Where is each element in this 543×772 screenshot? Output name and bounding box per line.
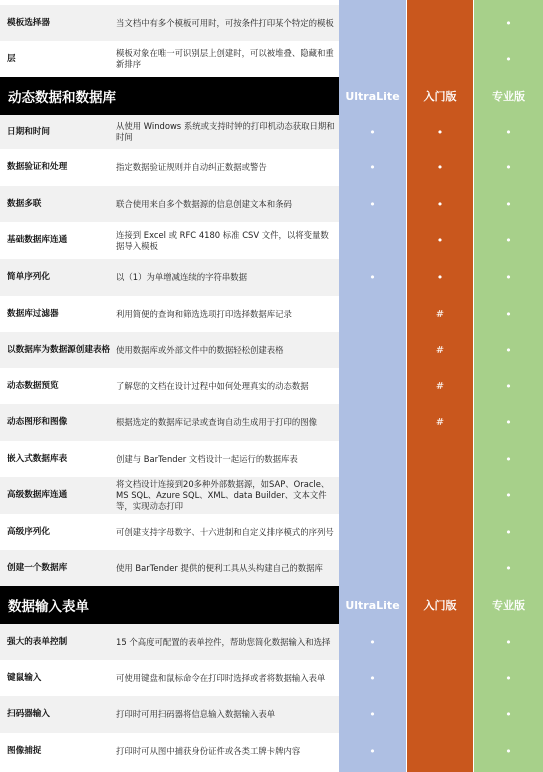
table-row xyxy=(0,733,543,769)
feature-description: 当文档中有多个模板可用时，可按条件打印某个特定的模板 xyxy=(111,5,339,41)
feature-description: 15 个高度可配置的表单控件，帮助您简化数据输入和选择 xyxy=(111,624,339,660)
entry-mark: # xyxy=(407,368,473,404)
entry-mark: • xyxy=(407,259,473,296)
feature-name: 基础数据库连通 xyxy=(0,222,111,259)
ultralite-mark xyxy=(339,296,406,332)
feature-description: 模板对象在唯一可识别层上创建时，可以被堆叠、隐藏和重新排序 xyxy=(111,41,339,77)
ultralite-mark xyxy=(339,222,406,259)
ultralite-mark: • xyxy=(339,259,406,296)
feature-description: 打印时可用扫码器将信息输入数据输入表单 xyxy=(111,696,339,733)
table-row xyxy=(0,441,543,477)
ultralite-mark xyxy=(339,477,406,514)
ultralite-mark: • xyxy=(339,149,406,186)
entry-mark xyxy=(407,733,473,769)
pro-mark: • xyxy=(474,514,543,550)
entry-mark xyxy=(407,5,473,41)
table-row xyxy=(0,624,543,660)
ultralite-mark xyxy=(339,441,406,477)
table-row xyxy=(0,41,543,77)
pro-mark: • xyxy=(474,222,543,259)
section-header xyxy=(0,586,543,624)
pro-mark: • xyxy=(474,5,543,41)
feature-name: 数据验证和处理 xyxy=(0,149,111,186)
ultralite-mark: • xyxy=(339,733,406,769)
entry-mark: # xyxy=(407,296,473,332)
pro-mark: • xyxy=(474,115,543,149)
table-row xyxy=(0,149,543,186)
feature-description: 指定数据验证规则并自动纠正数据或警告 xyxy=(111,149,339,186)
feature-description: 使用 BarTender 提供的便利工具从头构建自己的数据库 xyxy=(111,550,339,586)
pro-mark: • xyxy=(474,660,543,696)
ultralite-mark xyxy=(339,41,406,77)
ultralite-mark xyxy=(339,332,406,368)
pro-mark: • xyxy=(474,186,543,222)
feature-name: 扫码器输入 xyxy=(0,696,111,733)
ultralite-mark: • xyxy=(339,624,406,660)
entry-mark: • xyxy=(407,149,473,186)
entry-mark xyxy=(407,441,473,477)
pro-mark: • xyxy=(474,404,543,441)
feature-name: 简单序列化 xyxy=(0,259,111,296)
feature-description: 以（1）为单增减连续的字符串数据 xyxy=(111,259,339,296)
pro-mark: • xyxy=(474,441,543,477)
feature-description: 了解您的文档在设计过程中如何处理真实的动态数据 xyxy=(111,368,339,404)
section-title: 动态数据和数据库 xyxy=(0,77,339,115)
feature-description: 从使用 Windows 系统或支持时钟的打印机动态获取日期和时间 xyxy=(111,115,339,149)
feature-name: 高级数据库连通 xyxy=(0,477,111,514)
pro-mark: • xyxy=(474,149,543,186)
feature-name: 键鼠输入 xyxy=(0,660,111,696)
feature-description: 可创建支持字母数字、十六进制和自定义排序模式的序列号 xyxy=(111,514,339,550)
table-row xyxy=(0,660,543,696)
feature-name: 日期和时间 xyxy=(0,115,111,149)
entry-mark: • xyxy=(407,222,473,259)
pro-mark: • xyxy=(474,550,543,586)
feature-name: 模板选择器 xyxy=(0,5,111,41)
feature-name: 动态图形和图像 xyxy=(0,404,111,441)
feature-description: 根据选定的数据库记录或查询自动生成用于打印的图像 xyxy=(111,404,339,441)
pro-mark: • xyxy=(474,477,543,514)
feature-description: 打印时可从图中捕获身份证件或各类工牌卡牌内容 xyxy=(111,733,339,769)
table-row xyxy=(0,404,543,441)
feature-description: 将文档设计连接到20多种外部数据源，如SAP、Oracle、MS SQL、Azure SQL、XML、data Builder、文本文件等，实现动态打印 xyxy=(111,477,339,514)
table-row xyxy=(0,296,543,332)
entry-mark: • xyxy=(407,186,473,222)
table-row xyxy=(0,5,543,41)
feature-name: 数据库过滤器 xyxy=(0,296,111,332)
feature-name: 强大的表单控制 xyxy=(0,624,111,660)
table-row xyxy=(0,550,543,586)
pro-mark: • xyxy=(474,733,543,769)
table-row xyxy=(0,115,543,149)
column-ultralite: UltraLite xyxy=(339,77,406,115)
feature-name: 创建一个数据库 xyxy=(0,550,111,586)
table-row xyxy=(0,222,543,259)
table-row xyxy=(0,696,543,733)
table-row xyxy=(0,368,543,404)
feature-name: 图像捕捉 xyxy=(0,733,111,769)
table-row xyxy=(0,259,543,296)
column-ultralite: UltraLite xyxy=(339,586,406,624)
ultralite-mark: • xyxy=(339,660,406,696)
pro-mark: • xyxy=(474,41,543,77)
ultralite-mark xyxy=(339,368,406,404)
feature-description: 使用数据库或外部文件中的数据轻松创建表格 xyxy=(111,332,339,368)
entry-mark xyxy=(407,660,473,696)
feature-description: 联合使用来自多个数据源的信息创建文本和条码 xyxy=(111,186,339,222)
table-row xyxy=(0,332,543,368)
ultralite-mark xyxy=(339,404,406,441)
entry-mark xyxy=(407,550,473,586)
pro-mark: • xyxy=(474,296,543,332)
column-entry: 入门版 xyxy=(407,586,473,624)
entry-mark xyxy=(407,624,473,660)
ultralite-mark xyxy=(339,550,406,586)
feature-description: 创建与 BarTender 文档设计一起运行的数据库表 xyxy=(111,441,339,477)
entry-mark xyxy=(407,477,473,514)
pro-mark: • xyxy=(474,696,543,733)
feature-name: 层 xyxy=(0,41,111,77)
feature-description: 利用简便的查询和筛选选项打印选择数据库记录 xyxy=(111,296,339,332)
entry-mark: • xyxy=(407,115,473,149)
ultralite-mark: • xyxy=(339,696,406,733)
entry-mark: # xyxy=(407,404,473,441)
pro-mark: • xyxy=(474,624,543,660)
feature-name: 数据多联 xyxy=(0,186,111,222)
ultralite-mark xyxy=(339,5,406,41)
pro-mark: • xyxy=(474,368,543,404)
pro-mark: • xyxy=(474,332,543,368)
feature-description: 可使用键盘和鼠标命令在打印时选择或者将数据输入表单 xyxy=(111,660,339,696)
table-row xyxy=(0,477,543,514)
column-entry: 入门版 xyxy=(407,77,473,115)
column-pro: 专业版 xyxy=(474,77,543,115)
entry-mark xyxy=(407,41,473,77)
section-header xyxy=(0,77,543,115)
ultralite-mark xyxy=(339,514,406,550)
entry-mark xyxy=(407,514,473,550)
feature-name: 以数据库为数据源创建表格 xyxy=(0,332,111,368)
feature-name: 动态数据预览 xyxy=(0,368,111,404)
ultralite-mark: • xyxy=(339,115,406,149)
feature-name: 高级序列化 xyxy=(0,514,111,550)
pro-mark: • xyxy=(474,259,543,296)
column-pro: 专业版 xyxy=(474,586,543,624)
entry-mark: # xyxy=(407,332,473,368)
section-title: 数据输入表单 xyxy=(0,586,339,624)
table-row xyxy=(0,514,543,550)
entry-mark xyxy=(407,696,473,733)
table-row xyxy=(0,186,543,222)
feature-description: 连接到 Excel 或 RFC 4180 标准 CSV 文件，以将变量数据导入模板 xyxy=(111,222,339,259)
feature-name: 嵌入式数据库表 xyxy=(0,441,111,477)
ultralite-mark: • xyxy=(339,186,406,222)
